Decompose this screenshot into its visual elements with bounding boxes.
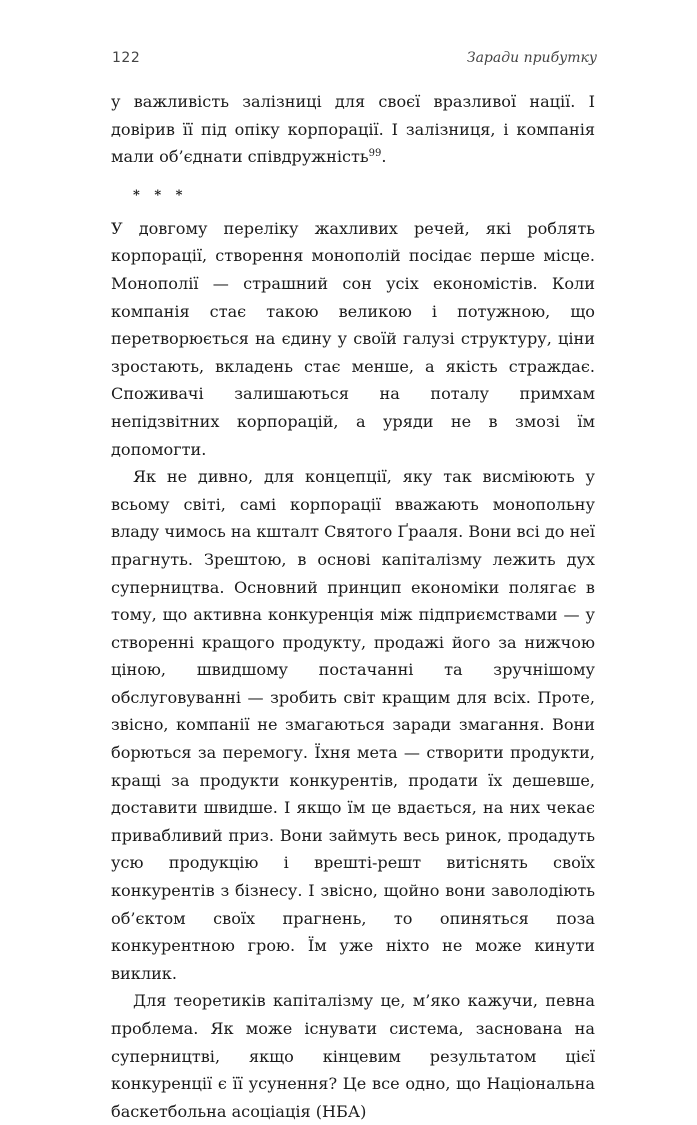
- section-break: * * *: [133, 187, 188, 203]
- paragraph: Для теоретиків капіталізму це, м’яко кажучи, певна проблема. Як може існувати система, заснована на суперництві, якщо кінцевим результатом цієї конкуренції є її усунення? Це все одно, що Національна баскетбольна асоціація (НБА): [111, 991, 595, 1121]
- footnote-reference[interactable]: 99: [368, 148, 382, 160]
- page-number: 122: [112, 50, 141, 66]
- paragraph-continuation: у важливість залізниці для своєї вразливої нації. І довірив її під опіку корпорації. І залізниця, і компанія мали об’єднати співдружність$^{99}$.: [111, 92, 595, 167]
- paragraph-text: у важливість залізниці для своєї вразливої нації. І довірив її під опіку корпорації. І залізниця, і компанія мали об’єднати співдружність: [111, 92, 595, 167]
- page-body: [111, 88, 595, 1125]
- paragraph: Як не дивно, для концепції, яку так висміюють у всьому світі, самі корпорації вважають монопольну владу чимось на кшталт Святого Ґрааля. Вони всі до неї прагнуть. Зрештою, в основі капіталізму лежить дух суперництва. Основний принцип економіки полягає в тому, що активна конкуренція між підприємствами — у створенні кращого продукту, продажі його за нижчою ціною, швидшому постачанні та зручнішому обслуговуванні — зробить світ кращим для всіх. Проте, звісно, компанії не змагаються заради змагання. Вони борються за перемогу. Їхня мета — створити продукти, кращі за продукти конкурентів, продати їх дешевше, доставити швидше. І якщо їм це вдається, на них чекає привабливий приз. Вони займуть весь ринок, продадуть усю продукцію і врешті-решт витіснять своїх конкурентів з бізнесу. І звісно, щойно вони заволодіють об’єктом своїх прагнень, то опиняться поза конкурентною грою. Їм уже ніхто не може кинути виклик.: [111, 467, 595, 983]
- paragraph: У довгому переліку жахливих речей, які роблять корпорації, створення монополій посідає перше місце. Монополії — страшний сон усіх економістів. Коли компанія стає такою великою і потужною, що перетворюється на єдину у своїй галузі структуру, ціни зростають, вкладень стає менше, а якість страждає. Споживачі залишаються на поталу примхам непідзвітних корпорацій, а уряди не в змозі їм допомогти.: [111, 218, 595, 459]
- running-title: Заради прибутку: [466, 50, 597, 66]
